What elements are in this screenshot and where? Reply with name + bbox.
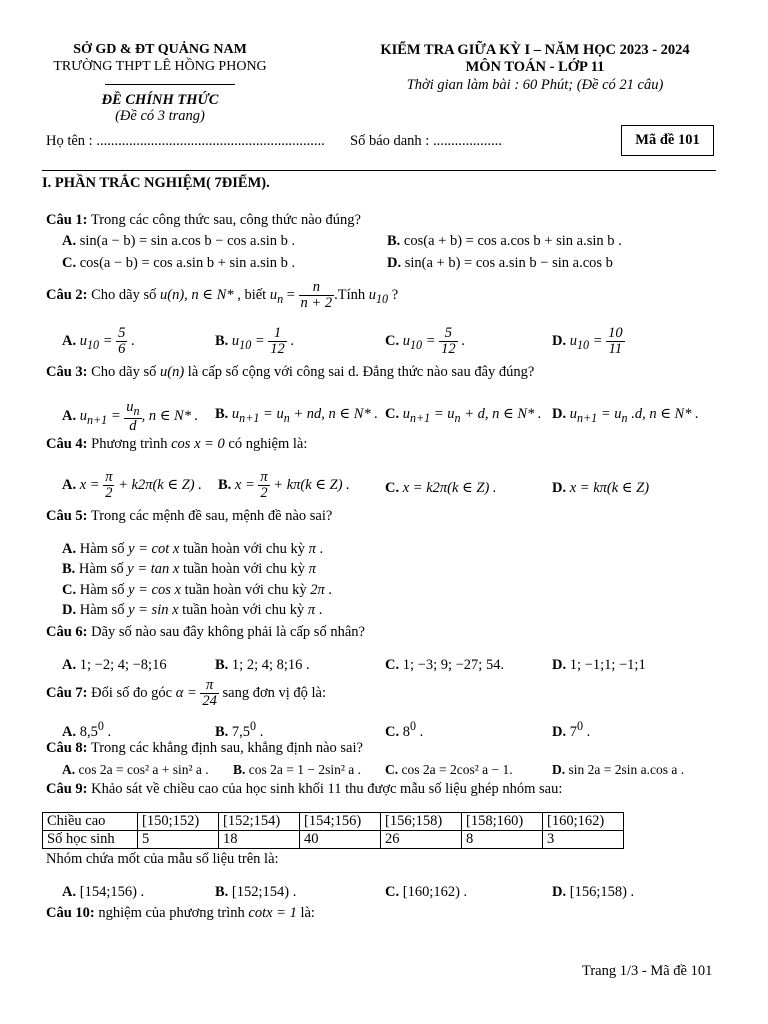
- fraction: $\frac{n}{n + 2}$: [300, 279, 333, 312]
- q3-option-c: C. $u_{n+1} = u_n + d$, n ∈ N* .: [385, 406, 542, 425]
- q1-option-c: C. cos(a − b) = cos a.sin b + sin a.sin b .: [62, 255, 296, 271]
- q1-option-a: A. sin(a − b) = sin a.cos b − cos a.sin b .: [62, 233, 296, 249]
- question-3: Câu 3: Cho dãy số u(n) là cấp số cộng với công sai d. Đẳng thức nào sau đây đúng?: [46, 364, 535, 380]
- q2-option-c: C. $u_{10}$ = $\frac{5}{12}$ .: [385, 325, 465, 358]
- question-7: Câu 7: Đổi số đo góc α = $\frac{\pi}{24}$ sang đơn vị độ là:: [46, 677, 327, 710]
- q3-option-b: B. $u_{n+1} = u_n$ + nd, n ∈ N* .: [215, 406, 378, 425]
- q5-option-d: D. Hàm số y = sin x tuần hoàn với chu kỳ π .: [62, 602, 323, 618]
- q1-option-b: B. cos(a + b) = cos a.cos b + sin a.sin b .: [387, 233, 622, 249]
- q9-option-a: A. [154;156) .: [62, 884, 145, 900]
- grouped-data-table: [42, 812, 624, 849]
- q2-option-a: A. $u_{10}$ = $\frac{5}{6}$ .: [62, 325, 135, 358]
- q7-option-d: D. $7^0$ .: [552, 719, 591, 740]
- question-6: Câu 6: Dãy số nào sau đây không phải là cấp số nhân?: [46, 624, 365, 640]
- exam-code-box: Mã đề 101: [621, 125, 714, 156]
- question-4: Câu 4: Phương trình cos x = 0 có nghiệm là:: [46, 436, 308, 452]
- q5-option-b: B. Hàm số y = tan x tuần hoàn với chu kỳ π: [62, 561, 316, 577]
- question-text: Trong các công thức sau, công thức nào đúng?: [87, 212, 361, 228]
- school-name: TRƯỜNG THPT LÊ HỒNG PHONG: [53, 59, 267, 74]
- exam-title: KIỂM TRA GIỮA KỲ I – NĂM HỌC 2023 - 2024: [380, 42, 690, 58]
- q5-option-c: C. Hàm số y = cos x tuần hoàn với chu kỳ 2π .: [62, 582, 333, 598]
- q8-option-b: B. cos 2a = 1 − 2sin² a .: [233, 762, 362, 777]
- question-label: Câu 10:: [46, 905, 95, 921]
- q6-option-c: C. 1; −3; 9; −27; 54.: [385, 657, 505, 673]
- q4-option-d: D. x = kπ(k ∈ Z): [552, 480, 650, 496]
- q3-option-d: D. $u_{n+1} = u_n$ .d, n ∈ N* .: [552, 406, 699, 425]
- exam-time: Thời gian làm bài : 60 Phút; (Đề có 21 câu): [406, 77, 664, 93]
- q8-option-d: D. sin 2a = 2sin a.cos a .: [552, 762, 685, 777]
- subject-title: MÔN TOÁN - LỚP 11: [465, 59, 605, 75]
- department-name: SỞ GD & ĐT QUẢNG NAM: [73, 42, 247, 57]
- q4-option-c: C. x = k2π(k ∈ Z) .: [385, 480, 497, 496]
- official-label: ĐỀ CHÍNH THỨC: [101, 92, 219, 108]
- header-bottom-rule: [42, 170, 716, 171]
- question-label: Câu 4:: [46, 436, 88, 452]
- q6-option-b: B. 1; 2; 4; 8;16 .: [215, 657, 310, 673]
- q9-followup: Nhóm chứa mốt của mẫu số liệu trên là:: [46, 851, 279, 867]
- q2-option-d: D. $u_{10}$ = $\frac{10}{11}$: [552, 325, 623, 358]
- q4-option-b: B. x = $\frac{\pi}{2}$ + kπ(k ∈ Z) .: [218, 469, 350, 502]
- question-label: Câu 5:: [46, 508, 88, 524]
- table-row: Chiều cao [150;152) [152;154) [154;156) [156;158) [158;160) [160;162): [43, 813, 624, 831]
- question-8: Câu 8: Trong các khẳng định sau, khẳng định nào sai?: [46, 740, 363, 756]
- q2-option-b: B. $u_{10}$ = $\frac{1}{12}$ .: [215, 325, 295, 358]
- question-label: Câu 1:: [46, 212, 88, 228]
- page-count: (Đề có 3 trang): [115, 108, 205, 124]
- q8-option-c: C. cos 2a = 2cos² a − 1.: [385, 762, 513, 777]
- q9-option-c: C. [160;162) .: [385, 884, 468, 900]
- student-id-line: Số báo danh : ...................: [350, 133, 502, 149]
- question-10: Câu 10: nghiệm của phương trình cotx = 1 là:: [46, 905, 315, 921]
- q1-option-d: D. sin(a + b) = cos a.sin b − sin a.cos b: [387, 255, 613, 271]
- section-heading: I. PHẦN TRẮC NGHIỆM( 7ĐIỂM).: [42, 175, 270, 191]
- q9-option-d: D. [156;158) .: [552, 884, 635, 900]
- question-1: [46, 212, 361, 229]
- question-5: Câu 5: Trong các mệnh đề sau, mệnh đề nào sai?: [46, 508, 333, 524]
- question-label: Câu 2:: [46, 287, 88, 304]
- q3-option-a: A. $u_{n+1}$ = $\frac{u_n}{d}$ , n ∈ N* .: [62, 399, 199, 434]
- question-label: Câu 6:: [46, 624, 88, 640]
- q9-option-b: B. [152;154) .: [215, 884, 297, 900]
- q7-option-b: B. $7,5^0$ .: [215, 719, 264, 740]
- page-footer: Trang 1/3 - Mã đề 101: [582, 963, 713, 979]
- table-row: Số học sinh 5 18 40 26 8 3: [43, 831, 624, 849]
- header-divider: [105, 84, 235, 85]
- q5-option-a: A. Hàm số y = cot x tuần hoàn với chu kỳ π .: [62, 541, 324, 557]
- q4-option-a: A. x = $\frac{\pi}{2}$ + k2π(k ∈ Z) .: [62, 469, 202, 502]
- q7-option-c: C. $8^0$ .: [385, 719, 424, 740]
- name-field-line: Họ tên : ...............................................................: [46, 133, 325, 149]
- question-label: Câu 3:: [46, 364, 88, 380]
- question-9: Câu 9: Khảo sát về chiều cao của học sinh khối 11 thu được mẫu số liệu ghép nhóm sau:: [46, 781, 563, 797]
- question-label: Câu 8:: [46, 740, 88, 756]
- question-label: Câu 9:: [46, 781, 88, 797]
- q6-option-d: D. 1; −1;1; −1;1: [552, 657, 646, 673]
- q6-option-a: A. 1; −2; 4; −8;16: [62, 657, 167, 673]
- question-label: Câu 7:: [46, 685, 88, 702]
- q8-option-a: A. cos 2a = cos² a + sin² a .: [62, 762, 209, 777]
- question-2: Câu 2: Cho dãy số u(n), n ∈ N* , biết $u_n$ = $\frac{n}{n + 2}$ .Tính $u_{10}$ ?: [46, 279, 399, 312]
- q7-option-a: A. $8,5^0$ .: [62, 719, 112, 740]
